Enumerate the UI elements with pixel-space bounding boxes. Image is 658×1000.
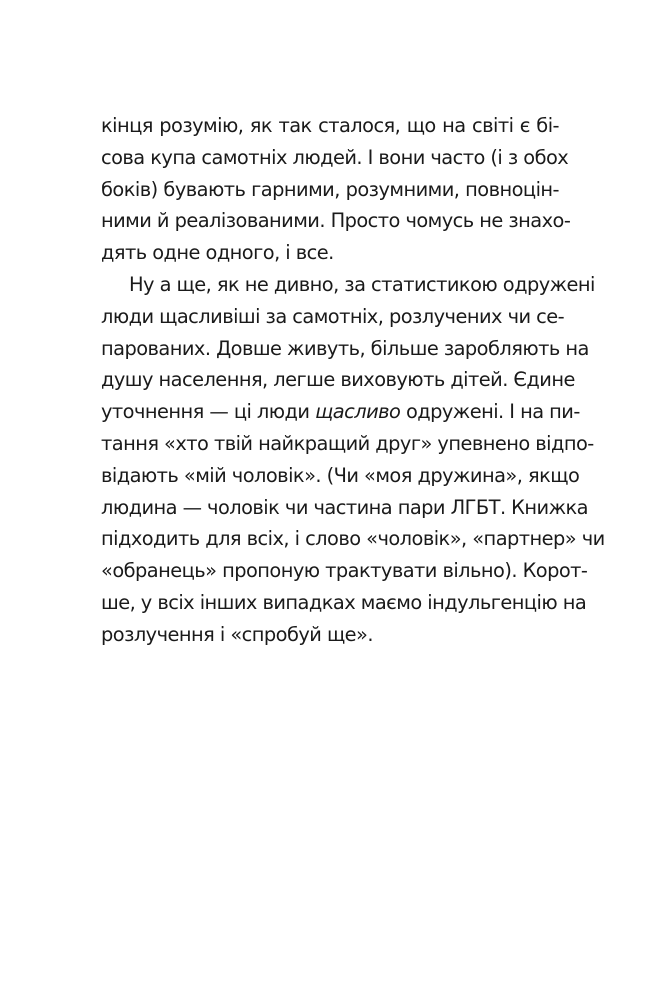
body-text <box>101 110 605 651</box>
paragraph-2 <box>101 269 605 651</box>
text-line <box>101 396 580 428</box>
text-line: Ну а ще, як не дивно, за статистикою одружені <box>129 272 595 296</box>
text-line: сова купа самотніх людей. І вони часто (і з обох <box>101 145 569 169</box>
text-line: розлучення і «спробуй ще». <box>101 622 373 646</box>
text-line: парованих. Довше живуть, більше заробляють на <box>101 336 589 360</box>
text-line: ше, у всіх інших випадках маємо індульгенцію на <box>101 590 587 614</box>
text-line: тання «хто твій найкращий друг» упевнено відпо- <box>101 431 594 455</box>
text-line: «обранець» пропоную трактувати вільно). Корот- <box>101 559 588 583</box>
text-line: душу населення, легше виховують дітей. Єдине <box>101 368 575 392</box>
text-line: дять одне одного, і все. <box>101 241 334 265</box>
text-line: ними й реалізованими. Просто чомусь не знахо- <box>101 209 571 233</box>
text-line: підходить для всіх, і слово «чоловік», «партнер» чи <box>101 527 605 551</box>
text-segment: одружені. І на пи- <box>400 400 580 424</box>
text-line: кінця розумію, як так сталося, що на світі є бі- <box>101 114 559 137</box>
text-line: люди щасливіші за самотніх, розлучених чи се- <box>101 304 565 328</box>
paragraph-1 <box>101 110 571 269</box>
text-line: людина — чоловік чи частина пари ЛГБТ. Книжка <box>101 495 588 519</box>
text-line: відають «мій чоловік». (Чи «моя дружина», якщо <box>101 463 580 487</box>
text-line: боків) бувають гарними, розумними, повноцін- <box>101 177 559 201</box>
italic-emphasis: щасливо <box>315 400 401 424</box>
text-segment: уточнення — ці люди <box>101 400 316 424</box>
